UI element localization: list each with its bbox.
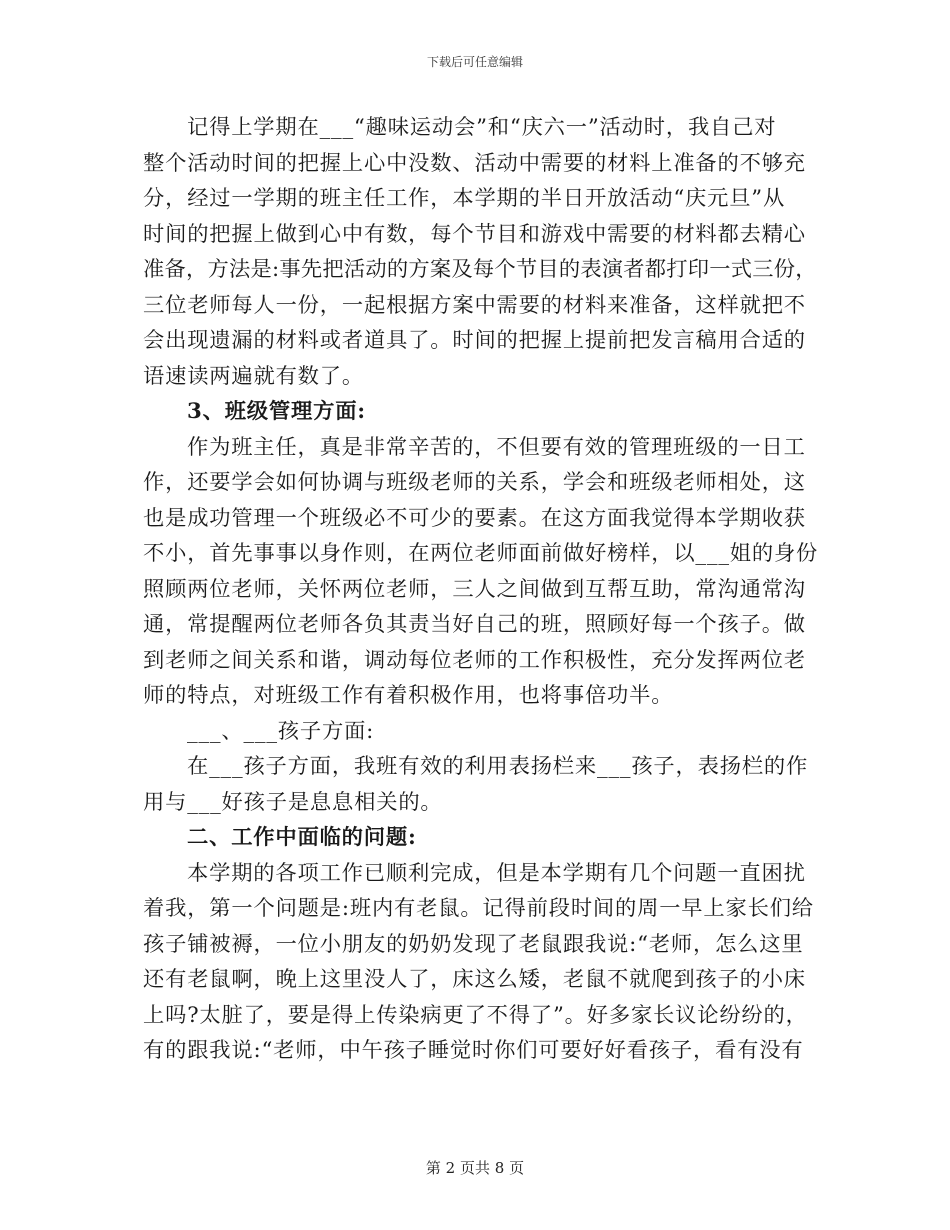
text-line: 照顾两位老师，关怀两位老师，三人之间做到互帮互助，常沟通常沟 — [143, 576, 806, 602]
text-line: 时间的把握上做到心中有数，每个节目和游戏中需要的材料都去精心 — [143, 221, 806, 247]
text-line: 作，还要学会如何协调与班级老师的关系，学会和班级老师相处，这 — [143, 470, 806, 495]
paragraph-class-management — [143, 430, 819, 714]
text-line: 也是成功管理一个班级必不可少的要素。在这方面我觉得本学期收获 — [143, 505, 806, 531]
text-line: 上吗?太脏了，要是得上传染病更了不得了”。好多家长议论纷纷的， — [143, 1002, 808, 1028]
paragraph-event-preparation — [143, 110, 817, 394]
text-line: 准备，方法是:事先把活动的方案及每个节目的表演者都打印一式三份， — [143, 257, 817, 282]
text-line: 还有老鼠啊，晚上这里没人了，床这么矮，老鼠不就爬到孩子的小床 — [143, 967, 806, 992]
text-line: 记得上学期在___“趣味运动会”和“庆六一”活动时，我自己对 — [187, 115, 777, 140]
text-line: 三位老师每人一份，一起根据方案中需要的材料来准备，这样就把不 — [143, 292, 806, 318]
text-line: 语速读两遍就有数了。 — [143, 363, 364, 389]
paragraph-problems — [143, 856, 814, 1069]
page-footer: 第 2 页共 8 页 — [425, 1159, 525, 1177]
text-line: 用与___好孩子是息息相关的。 — [143, 789, 443, 815]
text-line: 孩子铺被褥，一位小朋友的奶奶发现了老鼠跟我说:“老师，怎么这里 — [143, 931, 804, 957]
text-line: 会出现遗漏的材料或者道具了。时间的把握上提前把发言稿用合适的 — [143, 328, 806, 353]
text-line: 分，经过一学期的班主任工作，本学期的半日开放活动“庆元旦”从 — [143, 186, 786, 211]
text-line: 着我，第一个问题是:班内有老鼠。记得前段时间的周一早上家长们给 — [143, 896, 814, 921]
text-line: 整个活动时间的把握上心中没数、活动中需要的材料上准备的不够充 — [143, 150, 806, 176]
text-line: 通，常提醒两位老师各负其责当好自己的班，照顾好每一个孩子。做 — [143, 612, 806, 637]
text-line: 不小，首先事事以身作则，在两位老师面前做好榜样，以___姐的身份 — [143, 541, 819, 566]
paragraph-children — [143, 749, 808, 820]
document-body — [143, 110, 819, 1069]
text-line: 师的特点，对班级工作有着积极作用，也将事倍功半。 — [143, 683, 674, 708]
section-heading-problems: 二、工作中面临的问题: — [187, 825, 417, 850]
text-line: 到老师之间关系和谐，调动每位老师的工作积极性，充分发挥两位老 — [143, 647, 806, 673]
page-header: 下载后可任意编辑 — [426, 55, 523, 69]
text-line: 本学期的各项工作已顺利完成，但是本学期有几个问题一直困扰 — [187, 860, 806, 886]
text-line: 有的跟我说:“老师，中午孩子睡觉时你们可要好好看孩子，看有没有 — [143, 1038, 804, 1063]
text-line: 作为班主任，真是非常辛苦的，不但要有效的管理班级的一日工 — [187, 434, 806, 460]
section-heading-class-management: 3、班级管理方面: — [187, 399, 366, 424]
text-line: 在___孩子方面，我班有效的利用表扬栏来___孩子，表扬栏的作 — [187, 754, 809, 779]
section-heading-children: ___、___孩子方面: — [187, 718, 375, 744]
